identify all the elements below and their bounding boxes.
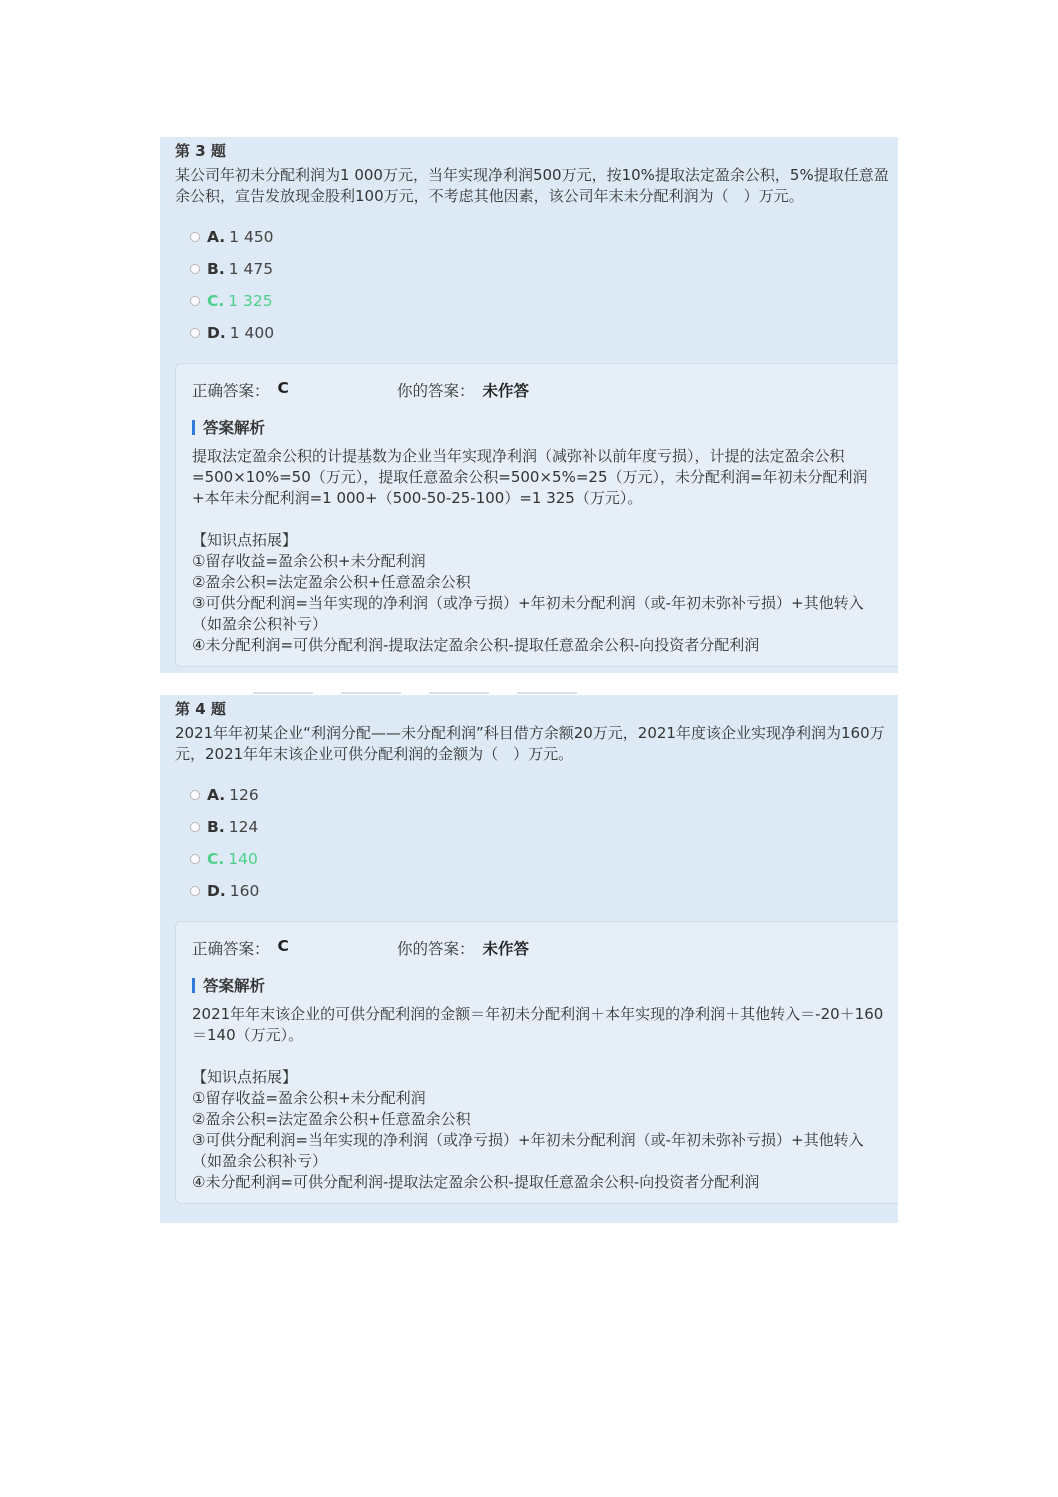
analysis-text: 提取法定盈余公积的计提基数为企业当年实现净利润（减弥补以前年度亏损），计提的法定盈余公积=500×10%=50（万元），提取任意盈余公积=500×5%=25（万元），未分配利润=年初未分配利润+本年未分配利润=1 000+（500-50-25-100）=1 325（万元）。 [192, 447, 868, 507]
radio-button[interactable] [190, 232, 200, 242]
option-letter: B. [207, 818, 225, 836]
option-c[interactable] [190, 843, 898, 875]
analysis-panel [175, 921, 898, 1204]
extension-line: ②盈余公积=法定盈余公积+任意盈余公积 [192, 1110, 471, 1128]
option-letter: C. [207, 292, 225, 310]
extension-line: ①留存收益=盈余公积+未分配利润 [192, 552, 426, 570]
correct-answer-value: C [277, 379, 289, 397]
radio-button[interactable] [190, 822, 200, 832]
radio-button[interactable] [190, 328, 200, 338]
extension-line: ③可供分配利润=当年实现的净利润（或净亏损）+年初未分配利润（或-年初未弥补亏损）+其他转入（如盈余公积补亏） [192, 594, 864, 633]
analysis-text: 2021年年末该企业的可供分配利润的金额＝年初未分配利润＋本年实现的净利润＋其他转入＝-20＋160＝140（万元）。 [192, 1005, 884, 1044]
divider-segment [253, 692, 313, 694]
knowledge-extension [192, 1067, 888, 1193]
correct-answer-label: 正确答案： [192, 382, 270, 400]
your-answer-value: 未作答 [482, 940, 530, 958]
divider-segment [517, 692, 577, 694]
divider-segment [429, 692, 489, 694]
question-card-3 [160, 137, 898, 673]
option-c[interactable] [190, 285, 898, 317]
correct-answer [192, 379, 397, 401]
option-text: 1 400 [229, 324, 275, 342]
extension-line: ①留存收益=盈余公积+未分配利润 [192, 1089, 426, 1107]
correct-answer-value: C [277, 937, 289, 955]
radio-button[interactable] [190, 886, 200, 896]
your-answer-value: 未作答 [482, 382, 530, 400]
analysis-heading [192, 416, 888, 438]
question-card-4 [160, 695, 898, 1223]
correct-answer-label: 正确答案： [192, 940, 270, 958]
extension-line: ②盈余公积=法定盈余公积+任意盈余公积 [192, 573, 471, 591]
option-letter: D. [207, 882, 226, 900]
divider-segment [341, 692, 401, 694]
your-answer [397, 379, 529, 401]
analysis-heading-text: 答案解析 [203, 419, 266, 437]
answer-row [192, 936, 888, 960]
extension-line: ④未分配利润=可供分配利润-提取法定盈余公积-提取任意盈余公积-向投资者分配利润 [192, 1173, 760, 1191]
question-stem: 某公司年初未分配利润为1 000万元，当年实现净利润500万元，按10%提取法定盈余公积，5%提取任意盈余公积，宣告发放现金股利100万元，不考虑其他因素，该公司年末未分配利润为（ ）万元。 [175, 166, 889, 205]
option-list [175, 779, 898, 907]
question-stem: 2021年年初某企业“利润分配——未分配利润”科目借方余额20万元，2021年度该企业实现净利润为160万元，2021年年末该企业可供分配利润的金额为（ ）万元。 [175, 724, 885, 763]
option-letter: A. [207, 228, 226, 246]
analysis-heading [192, 974, 888, 996]
correct-answer [192, 937, 397, 959]
section-bar-icon [192, 420, 195, 435]
option-a[interactable] [190, 779, 898, 811]
option-letter: B. [207, 260, 225, 278]
question-title: 第 4 题 [175, 700, 226, 718]
radio-button[interactable] [190, 854, 200, 864]
option-text: 140 [228, 850, 258, 868]
radio-button[interactable] [190, 790, 200, 800]
your-answer [397, 937, 529, 959]
question-title: 第 3 题 [175, 142, 226, 160]
analysis-panel [175, 363, 898, 667]
option-b[interactable] [190, 253, 898, 285]
extension-title: 【知识点拓展】 [192, 1068, 298, 1086]
option-letter: C. [207, 850, 225, 868]
extension-line: ④未分配利润=可供分配利润-提取法定盈余公积-提取任意盈余公积-向投资者分配利润 [192, 636, 760, 654]
your-answer-label: 你的答案： [397, 382, 475, 400]
section-bar-icon [192, 978, 195, 993]
knowledge-extension [192, 530, 888, 656]
option-text: 1 450 [229, 228, 274, 246]
radio-button[interactable] [190, 264, 200, 274]
option-letter: A. [207, 786, 226, 804]
extension-line: ③可供分配利润=当年实现的净利润（或净亏损）+年初未分配利润（或-年初未弥补亏损）+其他转入（如盈余公积补亏） [192, 1131, 864, 1170]
extension-title: 【知识点拓展】 [192, 531, 298, 549]
option-text: 1 475 [228, 260, 274, 278]
option-text: 124 [228, 818, 259, 836]
option-text: 126 [229, 786, 259, 804]
option-text: 160 [229, 882, 260, 900]
option-text: 1 325 [228, 292, 273, 310]
option-b[interactable] [190, 811, 898, 843]
radio-button[interactable] [190, 296, 200, 306]
option-letter: D. [207, 324, 226, 342]
option-a[interactable] [190, 221, 898, 253]
answer-row [192, 378, 888, 402]
option-d[interactable] [190, 875, 898, 907]
option-d[interactable] [190, 317, 898, 349]
option-list [175, 221, 898, 349]
your-answer-label: 你的答案： [397, 940, 475, 958]
analysis-heading-text: 答案解析 [203, 977, 266, 995]
